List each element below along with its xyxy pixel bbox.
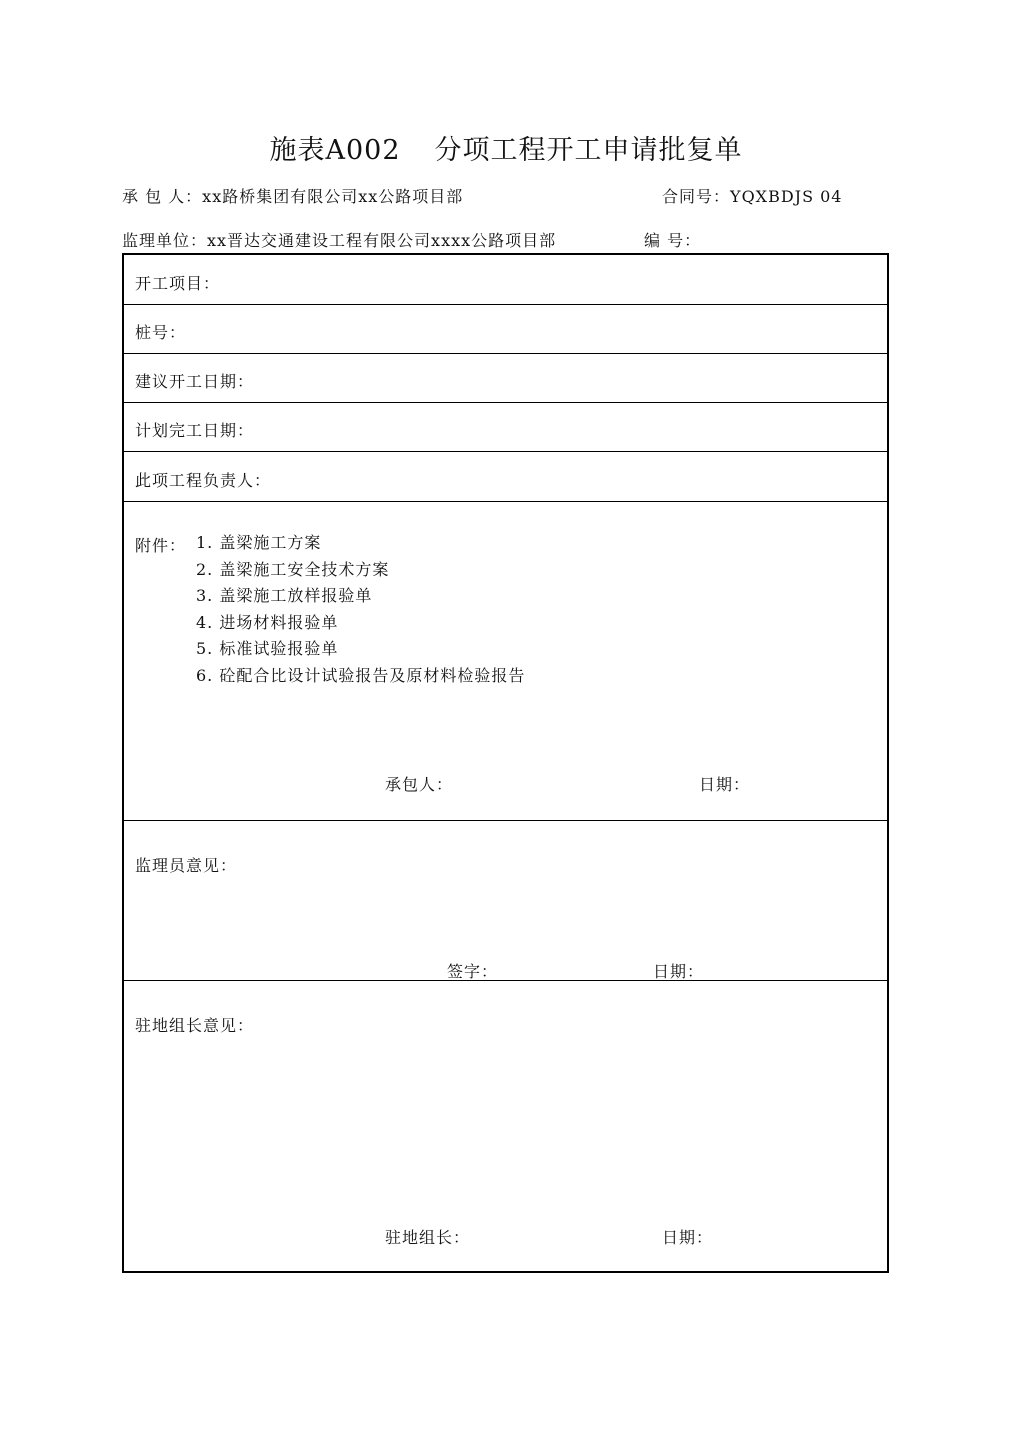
supervisor-unit-line: 监理单位：xx晋达交通建设工程有限公司xxxx公路项目部 bbox=[122, 231, 557, 250]
contractor-signature-label: 承包人： bbox=[385, 775, 454, 794]
attachment-item: 3. 盖梁施工放样报验单 bbox=[196, 586, 373, 605]
approval-form-table bbox=[122, 253, 889, 1273]
row-planned-start bbox=[124, 354, 887, 403]
document-title: 分项工程开工申请批复单 bbox=[434, 135, 743, 166]
document-title-line bbox=[0, 128, 1012, 167]
attachments-label: 附件： bbox=[135, 536, 187, 555]
contractor-line: 承 包 人：xx路桥集团有限公司xx公路项目部 bbox=[122, 187, 464, 206]
row-resident-opinion bbox=[124, 981, 887, 1271]
supervisor-signature-label: 签字： bbox=[447, 962, 499, 981]
resident-signature-label: 驻地组长： bbox=[385, 1228, 471, 1247]
resident-opinion-label: 驻地组长意见： bbox=[135, 1016, 255, 1035]
planned-finish-label: 计划完工日期： bbox=[135, 421, 255, 440]
contract-number: 合同号：YQXBDJS 04 bbox=[662, 187, 843, 206]
contractor-date-label: 日期： bbox=[699, 775, 751, 794]
planned-start-label: 建议开工日期： bbox=[135, 372, 255, 391]
attachment-item: 1. 盖梁施工方案 bbox=[196, 533, 322, 552]
attachment-item: 6. 砼配合比设计试验报告及原材料检验报告 bbox=[196, 665, 526, 685]
row-planned-finish bbox=[124, 403, 887, 452]
attachment-item: 5. 标准试验报验单 bbox=[196, 639, 339, 658]
stake-label: 桩号： bbox=[135, 323, 187, 342]
row-responsible bbox=[124, 452, 887, 502]
attachment-list bbox=[196, 530, 525, 689]
attachment-item: 4. 进场材料报验单 bbox=[196, 612, 339, 632]
responsible-label: 此项工程负责人： bbox=[135, 471, 272, 490]
row-project bbox=[124, 255, 887, 305]
serial-number: 编 号： bbox=[644, 231, 702, 250]
attachment-item: 2. 盖梁施工安全技术方案 bbox=[196, 559, 390, 579]
project-label: 开工项目： bbox=[135, 274, 221, 293]
row-stake bbox=[124, 305, 887, 354]
row-attachments bbox=[124, 502, 887, 821]
supervisor-opinion-label: 监理员意见： bbox=[135, 856, 238, 875]
resident-date-label: 日期： bbox=[662, 1228, 714, 1247]
row-supervisor-opinion bbox=[124, 821, 887, 981]
supervisor-date-label: 日期： bbox=[653, 962, 705, 981]
form-code: 施表A002 bbox=[269, 135, 401, 166]
